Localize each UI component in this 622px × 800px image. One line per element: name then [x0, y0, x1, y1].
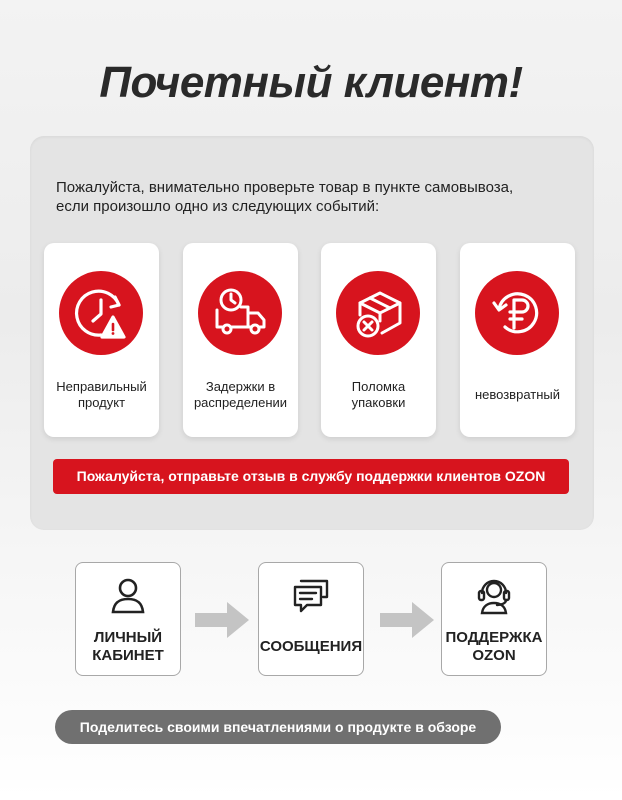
event-card-damaged-package	[321, 243, 436, 437]
notice-text	[56, 178, 576, 216]
event-label: Поломка упаковки	[351, 379, 406, 410]
arrow-right-icon	[195, 600, 251, 640]
user-icon	[108, 575, 148, 615]
step-label: СООБЩЕНИЯ	[259, 638, 363, 655]
delivery-truck-clock-icon	[198, 271, 282, 355]
step-label: ПОДДЕРЖКА OZON	[445, 629, 543, 664]
notice-line-2: если произошло одно из следующих событий:	[56, 198, 380, 215]
arrow-right-icon	[380, 600, 436, 640]
event-label: Задержки в распределении	[193, 379, 288, 410]
step-label: ЛИЧНЫЙ КАБИНЕТ	[92, 629, 164, 664]
feedback-banner: Пожалуйста, отправьте отзыв в службу поддержки клиентов OZON	[53, 459, 569, 494]
notice-line-1: Пожалуйста, внимательно проверьте товар в пункте самовывоза,	[56, 179, 514, 196]
event-card-non-refundable	[460, 243, 575, 437]
clock-warning-icon	[59, 271, 143, 355]
event-label: Неправильный продукт	[56, 379, 147, 410]
event-label: невозвратный	[474, 387, 561, 402]
step-personal-account	[75, 562, 181, 676]
page-title: Почетный клиент!	[99, 58, 523, 107]
review-prompt: Поделитесь своими впечатлениями о продукте в обзоре	[55, 710, 501, 744]
event-card-wrong-product	[44, 243, 159, 437]
step-messages	[258, 562, 364, 676]
event-card-distribution-delay	[183, 243, 298, 437]
ruble-refund-icon	[475, 271, 559, 355]
step-ozon-support	[441, 562, 547, 676]
damaged-box-icon	[336, 271, 420, 355]
chat-messages-icon	[291, 575, 331, 615]
support-headset-icon	[474, 575, 514, 615]
